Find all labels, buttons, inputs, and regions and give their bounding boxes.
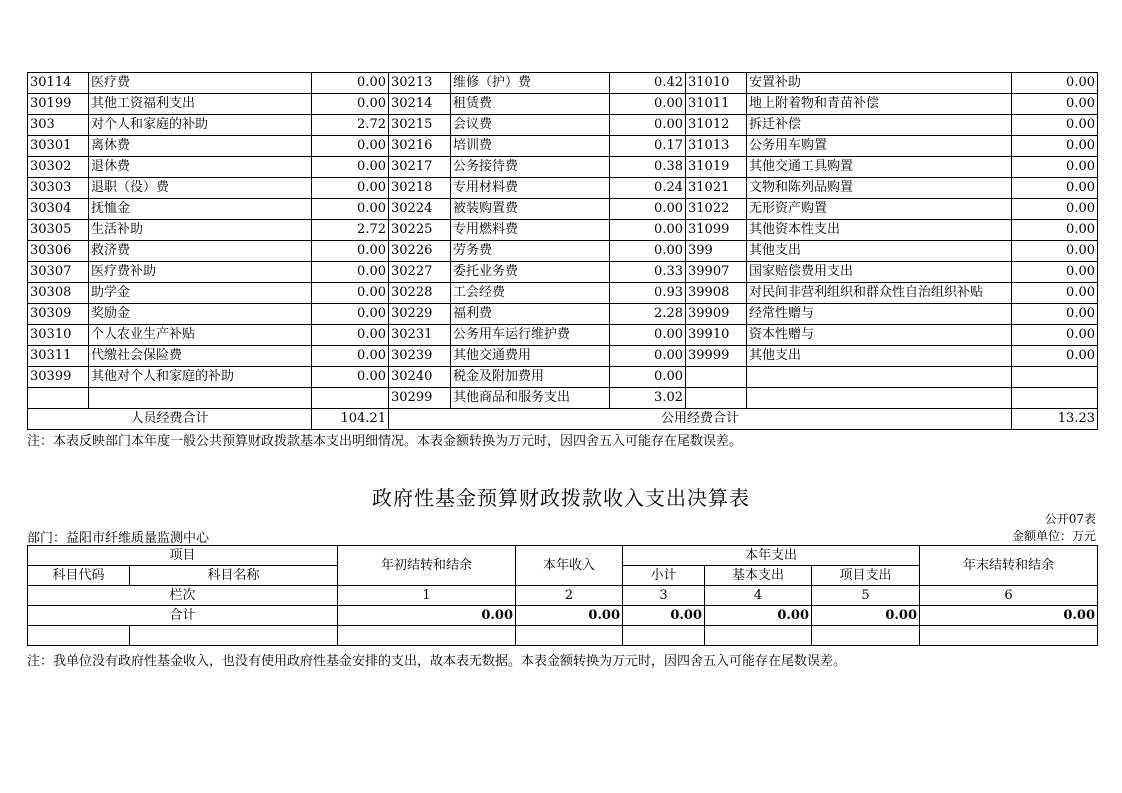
- amount-cell: 0.00: [610, 94, 686, 115]
- subject-name-cell: 个人农业生产补贴: [89, 325, 312, 346]
- subject-name-cell: 生活补助: [89, 220, 312, 241]
- column-number: 6: [920, 586, 1098, 606]
- subject-code-cell: 30308: [28, 283, 89, 304]
- empty-cell: [705, 626, 812, 646]
- table-row: [28, 283, 1098, 304]
- subject-code-cell: 30310: [28, 325, 89, 346]
- amount-cell: 0.00: [1012, 157, 1098, 178]
- subject-name-cell: 医疗费: [89, 73, 312, 94]
- header-subject-code: 科目代码: [28, 566, 130, 586]
- subject-code-cell: 30303: [28, 178, 89, 199]
- amount-cell: 0.00: [1012, 346, 1098, 367]
- empty-cell: [130, 626, 338, 646]
- subject-code-cell: 30309: [28, 304, 89, 325]
- subject-code-cell: 30239: [389, 346, 451, 367]
- subject-code-cell: 30216: [389, 136, 451, 157]
- subject-code-cell: 31010: [686, 73, 747, 94]
- subject-code-cell: 30217: [389, 157, 451, 178]
- subject-code-cell: 30199: [28, 94, 89, 115]
- amount-cell: 0.00: [1012, 178, 1098, 199]
- table-row: [28, 220, 1098, 241]
- subject-name-cell: 其他工资福利支出: [89, 94, 312, 115]
- empty-cell: [516, 626, 623, 646]
- subject-code-cell: 303: [28, 115, 89, 136]
- amount-cell: 0.00: [1012, 115, 1098, 136]
- subject-code-cell: 30114: [28, 73, 89, 94]
- amount-cell: 2.72: [312, 115, 389, 136]
- subject-name-cell: 安置补助: [747, 73, 1012, 94]
- column-number: 2: [516, 586, 623, 606]
- amount-cell: 0.00: [1012, 94, 1098, 115]
- subject-code-cell: [686, 367, 747, 388]
- column-number-row: [28, 586, 1098, 606]
- amount-cell: 0.00: [312, 241, 389, 262]
- amount-cell: 0.00: [610, 367, 686, 388]
- subject-code-cell: 30227: [389, 262, 451, 283]
- department-label: 部门：益阳市纤维质量监测中心: [27, 531, 210, 546]
- total-value: 0.00: [705, 606, 812, 626]
- personnel-total-label: 人员经费合计: [28, 409, 312, 430]
- subject-name-cell: 专用材料费: [451, 178, 610, 199]
- subject-name-cell: 无形资产购置: [747, 199, 1012, 220]
- subject-name-cell: 工会经费: [451, 283, 610, 304]
- amount-cell: 0.00: [312, 136, 389, 157]
- column-number-label: 栏次: [28, 586, 338, 606]
- subject-code-cell: 39999: [686, 346, 747, 367]
- amount-cell: [1012, 367, 1098, 388]
- header-project-expense: 项目支出: [812, 566, 920, 586]
- table-row: [28, 115, 1098, 136]
- public-total-label: 公用经费合计: [389, 409, 1012, 430]
- amount-cell: 0.00: [1012, 241, 1098, 262]
- header-opening-balance: 年初结转和结余: [338, 546, 516, 586]
- subject-name-cell: 其他交通费用: [451, 346, 610, 367]
- table-row: [28, 136, 1098, 157]
- amount-cell: [1012, 388, 1098, 409]
- subject-name-cell: 退休费: [89, 157, 312, 178]
- table-note-2: 注：我单位没有政府性基金收入，也没有使用政府性基金安排的支出，故本表无数据。本表金额转换为万元时，因四舍五入可能存在尾数误差。: [27, 654, 847, 669]
- table-note: 注：本表反映部门本年度一般公共预算财政拨款基本支出明细情况。本表金额转换为万元时，因四舍五入可能存在尾数误差。: [27, 434, 743, 449]
- subject-code-cell: 30299: [389, 388, 451, 409]
- subject-name-cell: 专用燃料费: [451, 220, 610, 241]
- amount-cell: 0.00: [312, 304, 389, 325]
- column-number: 1: [338, 586, 516, 606]
- table-row: [28, 178, 1098, 199]
- subject-name-cell: 救济费: [89, 241, 312, 262]
- subject-code-cell: 39907: [686, 262, 747, 283]
- amount-cell: 0.00: [610, 325, 686, 346]
- table-row: [28, 262, 1098, 283]
- amount-cell: 0.17: [610, 136, 686, 157]
- amount-cell: 0.00: [312, 367, 389, 388]
- subject-code-cell: 30218: [389, 178, 451, 199]
- subject-name-cell: 培训费: [451, 136, 610, 157]
- subject-code-cell: 30304: [28, 199, 89, 220]
- totals-row: [28, 409, 1098, 430]
- column-number: 3: [623, 586, 705, 606]
- table-row: [28, 304, 1098, 325]
- subject-name-cell: 奖励金: [89, 304, 312, 325]
- amount-cell: 0.00: [312, 199, 389, 220]
- amount-cell: 3.02: [610, 388, 686, 409]
- amount-cell: 0.00: [312, 178, 389, 199]
- subject-code-cell: 30224: [389, 199, 451, 220]
- subject-name-cell: 被装购置费: [451, 199, 610, 220]
- amount-cell: 0.00: [610, 220, 686, 241]
- amount-cell: 0.00: [1012, 304, 1098, 325]
- column-number: 4: [705, 586, 812, 606]
- amount-cell: 2.72: [312, 220, 389, 241]
- total-value: 0.00: [516, 606, 623, 626]
- detail-table-body: [28, 73, 1098, 409]
- subject-code-cell: 39910: [686, 325, 747, 346]
- subject-name-cell: 公务用车运行维护费: [451, 325, 610, 346]
- subject-code-cell: 30311: [28, 346, 89, 367]
- subject-name-cell: 其他交通工具购置: [747, 157, 1012, 178]
- header-row-1: [28, 546, 1098, 566]
- subject-code-cell: 30214: [389, 94, 451, 115]
- amount-cell: 0.00: [1012, 283, 1098, 304]
- header-basic-expense: 基本支出: [705, 566, 812, 586]
- header-closing-balance: 年末结转和结余: [920, 546, 1098, 586]
- subject-name-cell: 文物和陈列品购置: [747, 178, 1012, 199]
- amount-cell: 0.00: [312, 94, 389, 115]
- amount-cell: 0.00: [610, 241, 686, 262]
- table-row: [28, 388, 1098, 409]
- amount-cell: 0.33: [610, 262, 686, 283]
- subject-name-cell: 代缴社会保险费: [89, 346, 312, 367]
- subject-code-cell: 31013: [686, 136, 747, 157]
- header-current-income: 本年收入: [516, 546, 623, 586]
- amount-cell: 0.00: [610, 115, 686, 136]
- subject-name-cell: 对民间非营利组织和群众性自治组织补贴: [747, 283, 1012, 304]
- subject-code-cell: 399: [686, 241, 747, 262]
- subject-name-cell: 拆迁补偿: [747, 115, 1012, 136]
- empty-cell: [920, 626, 1098, 646]
- table-row: [28, 73, 1098, 94]
- subject-code-cell: 30240: [389, 367, 451, 388]
- subject-code-cell: [686, 388, 747, 409]
- page-title: 政府性基金预算财政拨款收入支出决算表: [372, 486, 750, 510]
- amount-cell: 0.00: [312, 283, 389, 304]
- subject-name-cell: 委托业务费: [451, 262, 610, 283]
- total-row: [28, 606, 1098, 626]
- subject-name-cell: 地上附着物和青苗补偿: [747, 94, 1012, 115]
- subject-name-cell: 公务用车购置: [747, 136, 1012, 157]
- subject-name-cell: [89, 388, 312, 409]
- subject-code-cell: 31019: [686, 157, 747, 178]
- table-row: [28, 325, 1098, 346]
- total-value: 0.00: [338, 606, 516, 626]
- header-item: 项目: [28, 546, 338, 566]
- amount-cell: 0.00: [312, 346, 389, 367]
- subject-name-cell: 其他支出: [747, 346, 1012, 367]
- subject-name-cell: 公务接待费: [451, 157, 610, 178]
- subject-code-cell: 30302: [28, 157, 89, 178]
- subject-code-cell: 30231: [389, 325, 451, 346]
- subject-name-cell: 其他商品和服务支出: [451, 388, 610, 409]
- subject-code-cell: 30301: [28, 136, 89, 157]
- subject-code-cell: 30307: [28, 262, 89, 283]
- amount-cell: [312, 388, 389, 409]
- table-row: [28, 241, 1098, 262]
- amount-cell: 0.00: [312, 73, 389, 94]
- subject-name-cell: 经常性赠与: [747, 304, 1012, 325]
- amount-cell: 0.38: [610, 157, 686, 178]
- subject-code-cell: 30306: [28, 241, 89, 262]
- personnel-total-value: 104.21: [312, 409, 389, 430]
- subject-code-cell: 30226: [389, 241, 451, 262]
- unit-label: 金额单位：万元: [1011, 529, 1096, 543]
- subject-name-cell: 维修（护）费: [451, 73, 610, 94]
- amount-cell: 0.00: [312, 262, 389, 283]
- subject-name-cell: 抚恤金: [89, 199, 312, 220]
- subject-code-cell: 31012: [686, 115, 747, 136]
- subject-code-cell: 30228: [389, 283, 451, 304]
- total-label: 合计: [28, 606, 338, 626]
- subject-code-cell: 39908: [686, 283, 747, 304]
- empty-cell: [812, 626, 920, 646]
- amount-cell: 0.42: [610, 73, 686, 94]
- subject-name-cell: 税金及附加费用: [451, 367, 610, 388]
- subject-code-cell: 30305: [28, 220, 89, 241]
- subject-code-cell: 31022: [686, 199, 747, 220]
- subject-name-cell: 其他支出: [747, 241, 1012, 262]
- gov-fund-table: [27, 545, 1098, 646]
- amount-cell: 0.00: [1012, 136, 1098, 157]
- subject-name-cell: 其他对个人和家庭的补助: [89, 367, 312, 388]
- amount-cell: 0.00: [312, 325, 389, 346]
- subject-code-cell: 31099: [686, 220, 747, 241]
- subject-name-cell: 租赁费: [451, 94, 610, 115]
- basic-expense-detail-table: [27, 72, 1098, 430]
- subject-name-cell: 其他资本性支出: [747, 220, 1012, 241]
- subject-name-cell: 助学金: [89, 283, 312, 304]
- table-row: [28, 94, 1098, 115]
- subject-code-cell: 39909: [686, 304, 747, 325]
- empty-row: [28, 626, 1098, 646]
- subject-name-cell: 会议费: [451, 115, 610, 136]
- subject-name-cell: 资本性赠与: [747, 325, 1012, 346]
- header-current-expense: 本年支出: [623, 546, 920, 566]
- total-value: 0.00: [920, 606, 1098, 626]
- amount-cell: 0.00: [610, 346, 686, 367]
- subject-code-cell: 30213: [389, 73, 451, 94]
- table-row: [28, 157, 1098, 178]
- empty-cell: [28, 626, 130, 646]
- table-row: [28, 199, 1098, 220]
- amount-cell: 0.93: [610, 283, 686, 304]
- header-subject-name: 科目名称: [130, 566, 338, 586]
- subject-name-cell: 对个人和家庭的补助: [89, 115, 312, 136]
- amount-cell: 0.00: [312, 157, 389, 178]
- subject-code-cell: 30225: [389, 220, 451, 241]
- empty-cell: [623, 626, 705, 646]
- subject-code-cell: 30215: [389, 115, 451, 136]
- subject-name-cell: [747, 367, 1012, 388]
- amount-cell: 0.00: [610, 199, 686, 220]
- subject-code-cell: 30229: [389, 304, 451, 325]
- subject-name-cell: 医疗费补助: [89, 262, 312, 283]
- total-value: 0.00: [812, 606, 920, 626]
- column-number: 5: [812, 586, 920, 606]
- subject-code-cell: 30399: [28, 367, 89, 388]
- subject-name-cell: [747, 388, 1012, 409]
- empty-cell: [338, 626, 516, 646]
- subject-name-cell: 离休费: [89, 136, 312, 157]
- amount-cell: 0.24: [610, 178, 686, 199]
- amount-cell: 0.00: [1012, 199, 1098, 220]
- subject-code-cell: 31011: [686, 94, 747, 115]
- table-row: [28, 367, 1098, 388]
- subject-name-cell: 退职（役）费: [89, 178, 312, 199]
- amount-cell: 0.00: [1012, 220, 1098, 241]
- subject-name-cell: 劳务费: [451, 241, 610, 262]
- subject-name-cell: 国家赔偿费用支出: [747, 262, 1012, 283]
- amount-cell: 2.28: [610, 304, 686, 325]
- amount-cell: 0.00: [1012, 325, 1098, 346]
- table-row: [28, 346, 1098, 367]
- amount-cell: 0.00: [1012, 262, 1098, 283]
- subject-name-cell: 福利费: [451, 304, 610, 325]
- form-code: 公开07表: [1044, 512, 1096, 526]
- public-total-value: 13.23: [1012, 409, 1098, 430]
- subject-code-cell: [28, 388, 89, 409]
- header-subtotal: 小计: [623, 566, 705, 586]
- amount-cell: 0.00: [1012, 73, 1098, 94]
- subject-code-cell: 31021: [686, 178, 747, 199]
- total-value: 0.00: [623, 606, 705, 626]
